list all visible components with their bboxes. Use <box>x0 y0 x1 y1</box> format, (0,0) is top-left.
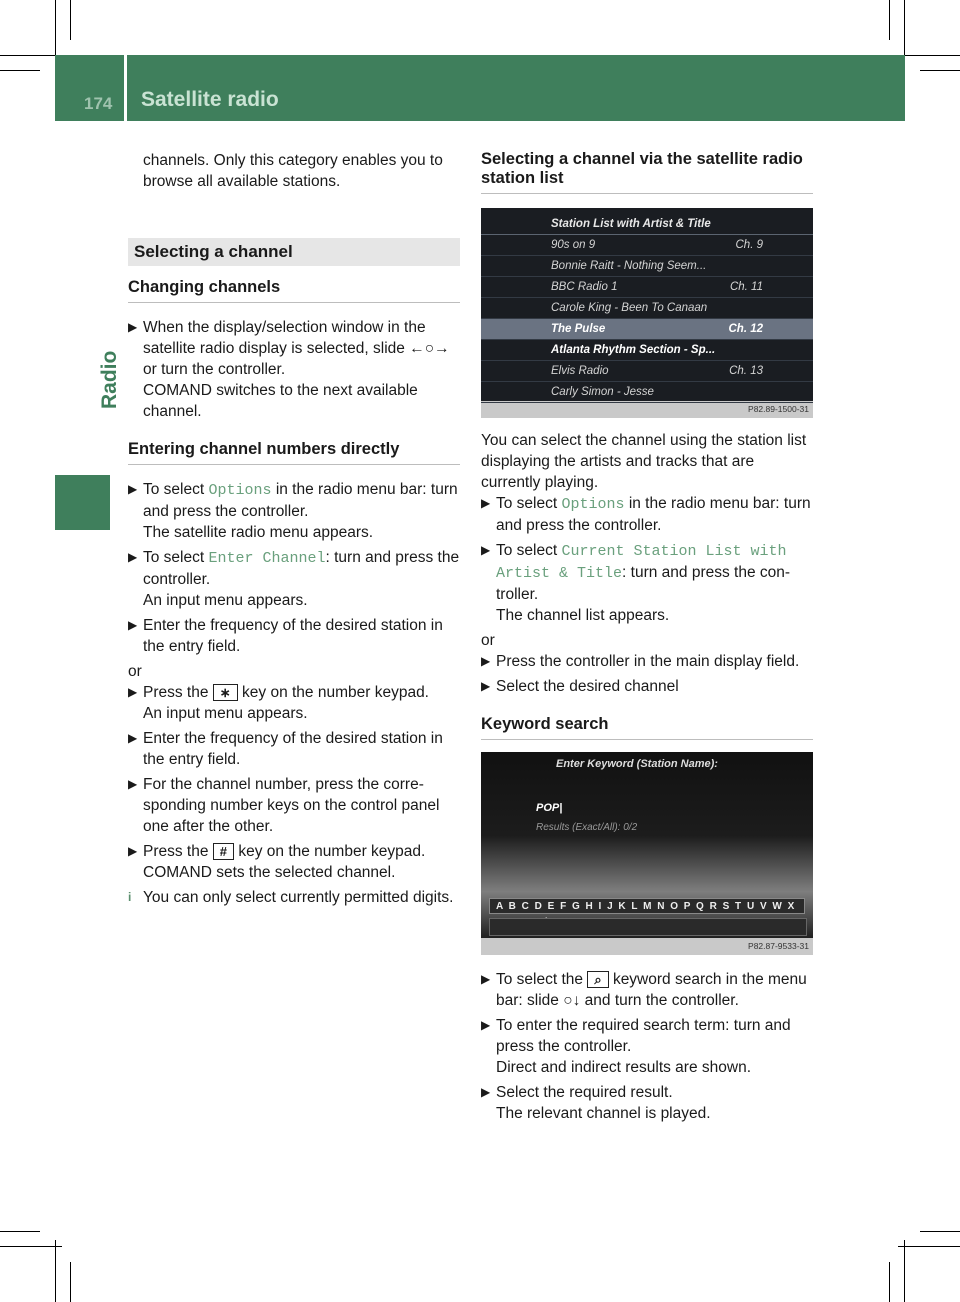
menu-item-enter-channel: Enter Channel <box>208 550 326 567</box>
step-arrow-icon: ▶ <box>481 1018 491 1032</box>
keyword-search-heading: Keyword search <box>481 715 813 740</box>
crop-mark <box>0 1246 62 1247</box>
info-note: i You can only select currently permitted digits. <box>128 889 454 906</box>
or-text: or <box>128 663 142 680</box>
image-caption: P82.87-9533-31 <box>481 938 813 955</box>
step: ▶ To select Enter Channel: turn and press the controller. An input menu appears. <box>128 549 460 609</box>
step-result: The relevant channel is played. <box>496 1105 711 1122</box>
crop-mark <box>920 70 960 71</box>
step: ▶ Enter the frequency of the desired station in the entry field. <box>128 617 443 655</box>
step: ▶ Press the ∗ key on the number keypad. An input menu appears. <box>128 684 429 722</box>
crop-mark <box>55 0 56 62</box>
step: ▶ To enter the required search term: turn and press the controller. Direct and indirect results are shown. <box>481 1017 791 1076</box>
step: ▶ To select Current Station List with Artist & Title: turn and press the con- troller. The channel list appears. <box>481 542 791 624</box>
step-result: Direct and indirect results are shown. <box>496 1059 752 1076</box>
list-item: BBC Radio 1 Ch. 11 <box>481 277 813 298</box>
station-list-para: You can select the channel using the station list displaying the artists and tracks that are currently playing. <box>481 432 807 491</box>
keyword-results: Results (Exact/All): 0/2 <box>536 822 638 833</box>
step-arrow-icon: ▶ <box>481 654 491 668</box>
changing-heading: Changing channels <box>128 278 460 303</box>
step-arrow-icon: ▶ <box>128 685 138 699</box>
band-heading: Selecting a channel <box>134 242 293 261</box>
crop-mark <box>0 55 62 56</box>
menu-item-options: Options <box>561 496 625 513</box>
step-result: COMAND sets the selected channel. <box>143 864 396 881</box>
keyword-search-screen <box>481 752 813 938</box>
controller-slide-icon: ←○→ <box>409 340 450 357</box>
step: ▶ Select the desired channel <box>481 678 679 695</box>
keyword-prompt: Enter Keyword (Station Name): <box>556 758 718 770</box>
crop-mark <box>889 0 890 40</box>
hash-key-icon: # <box>213 843 234 860</box>
crop-mark <box>55 1240 56 1302</box>
step-arrow-icon: ▶ <box>481 543 491 557</box>
section-band <box>128 238 460 266</box>
step-result: The satellite radio menu appears. <box>143 524 374 541</box>
crop-mark <box>898 1246 960 1247</box>
or-text: or <box>481 632 495 649</box>
list-item: Atlanta Rhythm Section - Sp... <box>481 340 813 361</box>
station-list-title: Station List with Artist & Title <box>481 214 813 235</box>
step-arrow-icon: ▶ <box>481 972 491 986</box>
step-arrow-icon: ▶ <box>128 844 138 858</box>
page-number: 174 <box>84 94 113 113</box>
step-arrow-icon: ▶ <box>481 1085 491 1099</box>
step-arrow-icon: ▶ <box>128 618 138 632</box>
crop-mark <box>0 1231 40 1232</box>
chapter-title: Satellite radio <box>141 88 279 111</box>
crop-mark <box>904 0 905 62</box>
image-caption: P82.89-1500-31 <box>481 401 813 418</box>
crop-mark <box>920 1231 960 1232</box>
crop-mark <box>0 70 40 71</box>
step-arrow-icon: ▶ <box>128 777 138 791</box>
side-tab-label: Radio <box>98 350 121 409</box>
step-result: The channel list appears. <box>496 607 670 624</box>
entering-heading: Entering channel numbers directly <box>128 440 460 465</box>
keyword-search-screenshot <box>481 752 813 955</box>
list-item: Carly Simon - Jesse <box>481 382 813 403</box>
station-list-heading: Selecting a channel via the satellite radio station list <box>481 150 813 194</box>
left-column <box>128 150 460 912</box>
step: ▶ Press the controller in the main display field. <box>481 653 800 670</box>
info-icon: i <box>128 890 132 904</box>
step: ▶ When the display/selection window in the satellite radio display is selected, slide ←○→ or turn the controller. COMAND switches to the next available channel. <box>128 319 450 420</box>
intro-text: channels. Only this category enables you to browse all available stations. <box>143 152 443 190</box>
step-result: An input menu appears. <box>143 705 308 722</box>
character-bar: A B C D E F G H I J K L M N O P Q R S T U V W X <box>489 898 805 914</box>
station-list-screenshot <box>481 208 813 418</box>
step: ▶ Select the required result. The relevant channel is played. <box>481 1084 711 1122</box>
list-item-selected: The Pulse Ch. 12 <box>481 319 813 340</box>
list-item: Carole King - Been To Canaan <box>481 298 813 319</box>
keyword-search-icon: ⌕ <box>587 971 608 988</box>
controller-slide-icon: ○↓ <box>563 992 581 1009</box>
station-list <box>481 208 813 401</box>
step-result: COMAND switches to the next available channel. <box>143 382 418 420</box>
crop-mark <box>898 55 960 56</box>
list-item: 90s on 9 Ch. 9 <box>481 235 813 256</box>
menu-item-current-station-list: Current Station List with Artist & Title <box>496 543 787 582</box>
step-arrow-icon: ▶ <box>128 731 138 745</box>
step-result: An input menu appears. <box>143 592 308 609</box>
list-item: Bonnie Raitt - Nothing Seem... <box>481 256 813 277</box>
step: ▶ To select the ⌕ keyword search in the menu bar: slide ○↓ and turn the controller. <box>481 971 807 1009</box>
function-bar <box>489 918 807 936</box>
keyword-entry: POP| <box>536 802 563 814</box>
step: ▶ Enter the frequency of the desired station in the entry field. <box>128 730 443 768</box>
step-arrow-icon: ▶ <box>128 550 138 564</box>
step-arrow-icon: ▶ <box>128 320 138 334</box>
crop-mark <box>889 1262 890 1302</box>
step-arrow-icon: ▶ <box>481 496 491 510</box>
menu-item-options: Options <box>208 482 272 499</box>
step: ▶ To select Options in the radio menu bar: turn and press the controller. The satellite radio menu appears. <box>128 481 458 541</box>
list-item: Elvis Radio Ch. 13 <box>481 361 813 382</box>
crop-mark <box>70 0 71 40</box>
right-column <box>481 150 813 1128</box>
side-tab-block <box>55 475 110 530</box>
step: ▶ Press the # key on the number keypad. COMAND sets the selected channel. <box>128 843 426 881</box>
step-arrow-icon: ▶ <box>128 482 138 496</box>
crop-mark <box>904 1240 905 1302</box>
step: ▶ For the channel number, press the corre- sponding number keys on the control panel one after the other. <box>128 776 440 835</box>
crop-mark <box>70 1262 71 1302</box>
asterisk-key-icon: ∗ <box>213 684 238 701</box>
step: ▶ To select Options in the radio menu bar: turn and press the controller. <box>481 495 811 534</box>
step-arrow-icon: ▶ <box>481 679 491 693</box>
header-divider <box>124 55 127 121</box>
